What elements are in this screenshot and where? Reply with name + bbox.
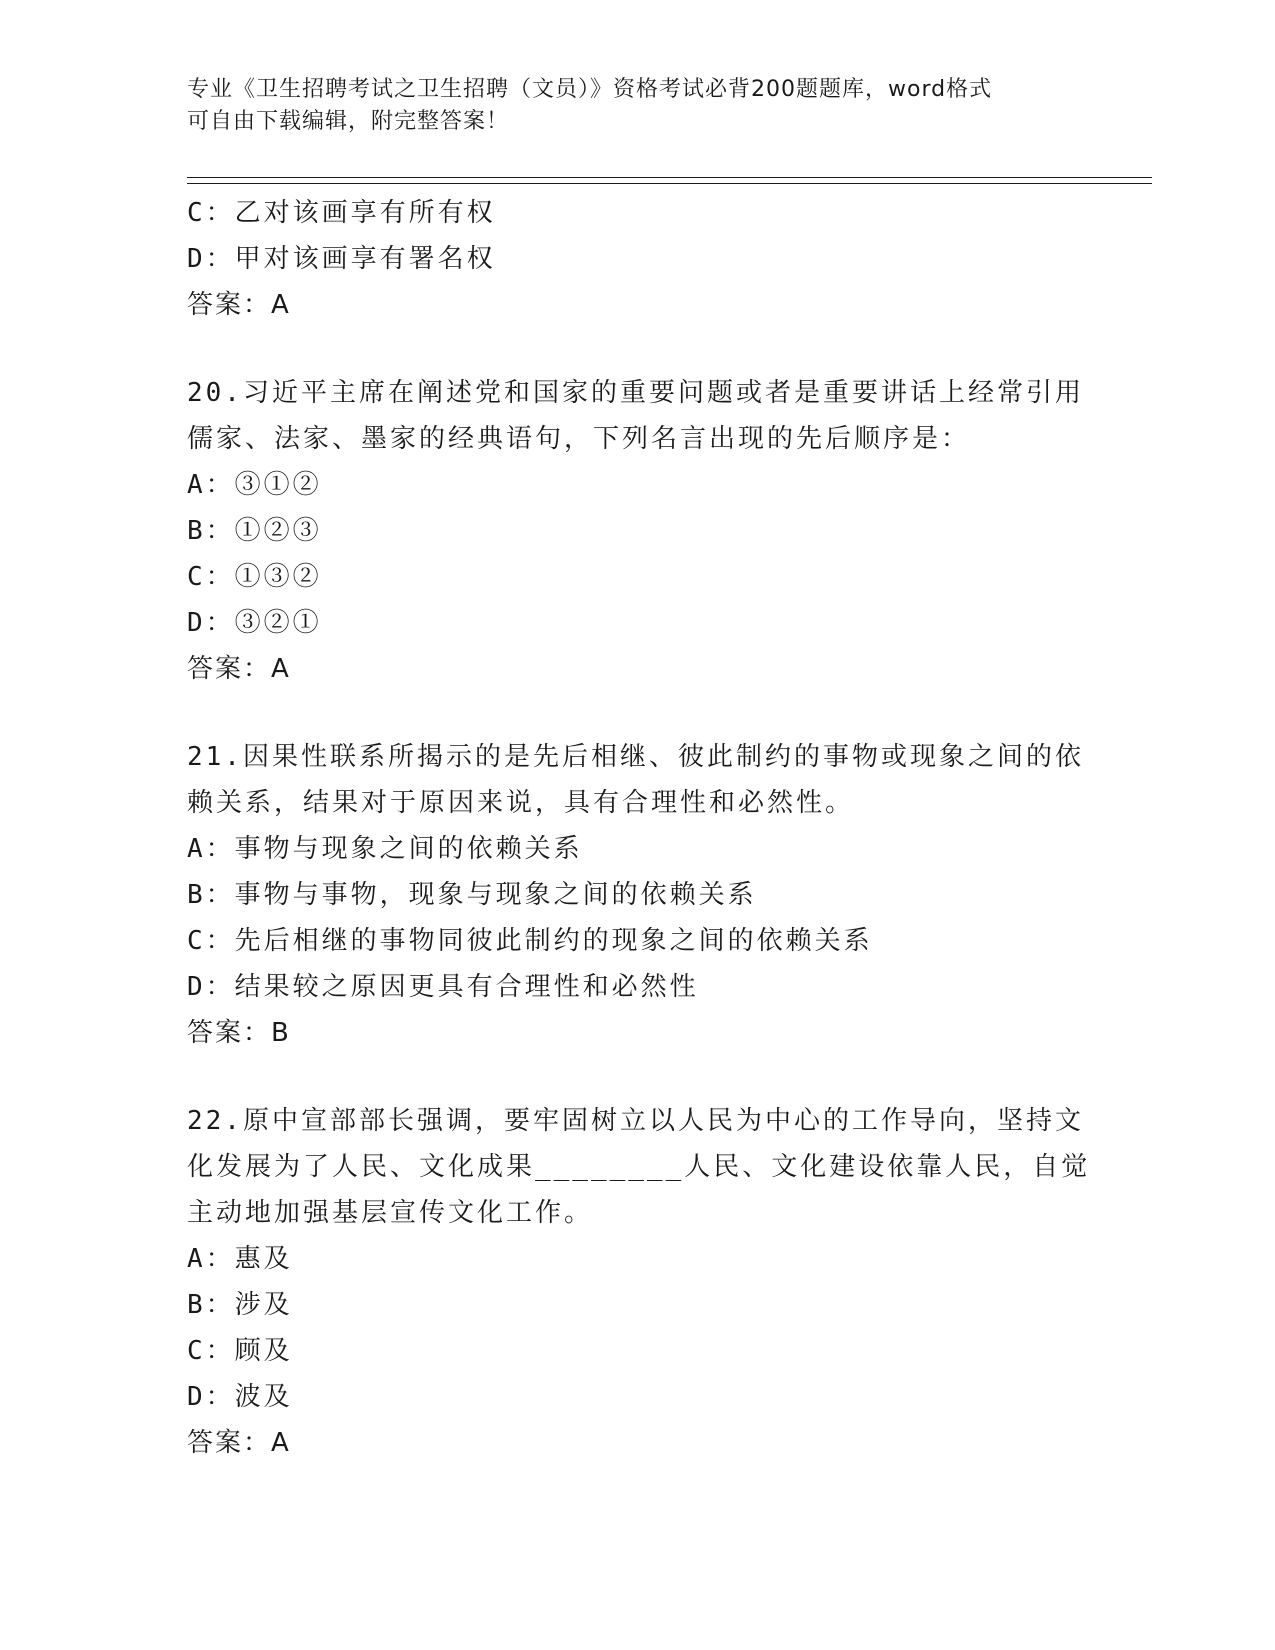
option-c: C：顾及 xyxy=(187,1336,293,1366)
question-text-line: 儒家、法家、墨家的经典语句，下列名言出现的先后顺序是： xyxy=(187,424,971,454)
option-d: D：波及 xyxy=(187,1382,293,1412)
question-text-line: 化发展为了人民、文化成果________人民、文化建设依靠人民，自觉 xyxy=(187,1152,1091,1182)
header-line-2: 可自由下载编辑，附完整答案！ xyxy=(187,109,510,134)
question-20 xyxy=(187,370,1087,692)
spacer xyxy=(187,692,1087,734)
document-header xyxy=(187,74,1067,138)
question-text-line: 22.原中宣部部长强调，要牢固树立以人民为中心的工作导向，坚持文 xyxy=(187,1106,1084,1136)
answer-line: 答案：A xyxy=(187,654,291,684)
question-text-line: 赖关系，结果对于原因来说，具有合理性和必然性。 xyxy=(187,788,855,818)
option-d: D：结果较之原因更具有合理性和必然性 xyxy=(187,972,699,1002)
option-d: D：③②① xyxy=(187,608,322,638)
option-c: C：先后相继的事物同彼此制约的现象之间的依赖关系 xyxy=(187,926,873,956)
option-a: A：事物与现象之间的依赖关系 xyxy=(187,834,583,864)
option-d: D：甲对该画享有署名权 xyxy=(187,244,496,274)
header-line-1: 专业《卫生招聘考试之卫生招聘（文员）》资格考试必背200题题库，word格式 xyxy=(187,77,993,102)
option-b: B：涉及 xyxy=(187,1290,293,1320)
option-c: C：乙对该画享有所有权 xyxy=(187,198,496,228)
spacer xyxy=(187,328,1087,370)
option-b: B：①②③ xyxy=(187,516,322,546)
option-c: C：①③② xyxy=(187,562,322,592)
question-19-continued xyxy=(187,190,1087,328)
spacer xyxy=(187,1056,1087,1098)
question-text-line: 主动地加强基层宣传文化工作。 xyxy=(187,1198,594,1228)
option-a: A：③①② xyxy=(187,470,322,500)
question-22 xyxy=(187,1098,1091,1466)
option-a: A：惠及 xyxy=(187,1244,293,1274)
header-divider-bottom xyxy=(187,183,1152,184)
answer-line: 答案：A xyxy=(187,1428,291,1458)
answer-line: 答案：A xyxy=(187,290,291,320)
header-divider-top xyxy=(187,177,1152,178)
question-text-line: 21.因果性联系所揭示的是先后相继、彼此制约的事物或现象之间的依 xyxy=(187,742,1084,772)
question-21 xyxy=(187,734,1087,1056)
question-text-line: 20.习近平主席在阐述党和国家的重要问题或者是重要讲话上经常引用 xyxy=(187,378,1084,408)
option-b: B：事物与事物，现象与现象之间的依赖关系 xyxy=(187,880,757,910)
question-list xyxy=(187,190,1091,1466)
answer-line: 答案：B xyxy=(187,1018,291,1048)
